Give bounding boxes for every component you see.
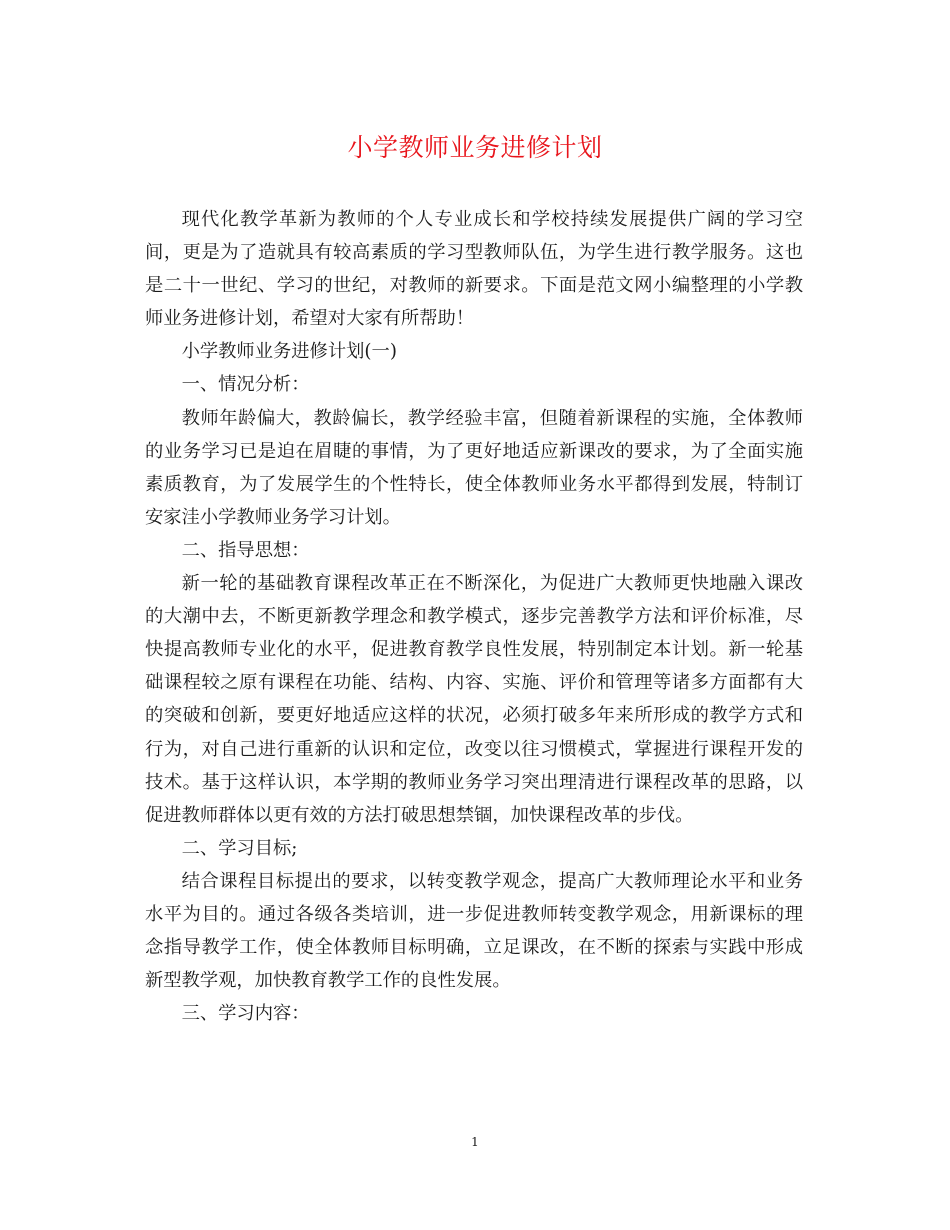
- document-body: [145, 203, 803, 1030]
- plan-heading: 小学教师业务进修计划(一): [181, 341, 397, 363]
- section-heading-content: 三、学习内容：: [181, 1003, 310, 1025]
- document-title: 小学教师业务进修计划: [347, 133, 603, 162]
- section-heading-guiding-ideas: 二、指导思想：: [181, 539, 310, 561]
- page-number: 1: [471, 1135, 479, 1149]
- intro-paragraph: 现代化教学革新为教师的个人专业成长和学校持续发展提供广阔的学习空间，更是为了造就具有较高素质的学习型教师队伍，为学生进行教学服务。这也是二十一世纪、学习的世纪，对教师的新要求。下面是范文网小编整理的小学教师业务进修计划，希望对大家有所帮助！: [145, 209, 803, 330]
- goals-paragraph: 结合课程目标提出的要求，以转变教学观念，提高广大教师理论水平和业务水平为目的。通过各级各类培训，进一步促进教师转变教学观念，用新课标的理念指导教学工作，使全体教师目标明确，立足课改，在不断的探索与实践中形成新型教学观，加快教育教学工作的良性发展。: [145, 870, 803, 992]
- section-heading-situation: 一、情况分析：: [181, 374, 310, 396]
- section-heading-goals: 二、学习目标;: [181, 837, 298, 859]
- guiding-ideas-paragraph: 新一轮的基础教育课程改革正在不断深化，为促进广大教师更快地融入课改的大潮中去，不断更新教学理念和教学模式，逐步完善教学方法和评价标准，尽快提高教师专业化的水平，促进教育教学良性发展，特别制定本计划。新一轮基础课程较之原有课程在功能、结构、内容、实施、评价和管理等诸多方面都有大的突破和创新，要更好地适应这样的状况，必须打破多年来所形成的教学方式和行为，对自己进行重新的认识和定位，改变以往习惯模式，掌握进行课程开发的技术。基于这样认识，本学期的教师业务学习突出理清进行课程改革的思路，以促进教师群体以更有效的方法打破思想禁锢，加快课程改革的步伐。: [145, 573, 803, 826]
- situation-paragraph: 教师年龄偏大，教龄偏长，教学经验丰富，但随着新课程的实施，全体教师的业务学习已是迫在眉睫的事情，为了更好地适应新课改的要求，为了全面实施素质教育，为了发展学生的个性特长，使全体教师业务水平都得到发展，特制订安家洼小学教师业务学习计划。: [145, 407, 803, 528]
